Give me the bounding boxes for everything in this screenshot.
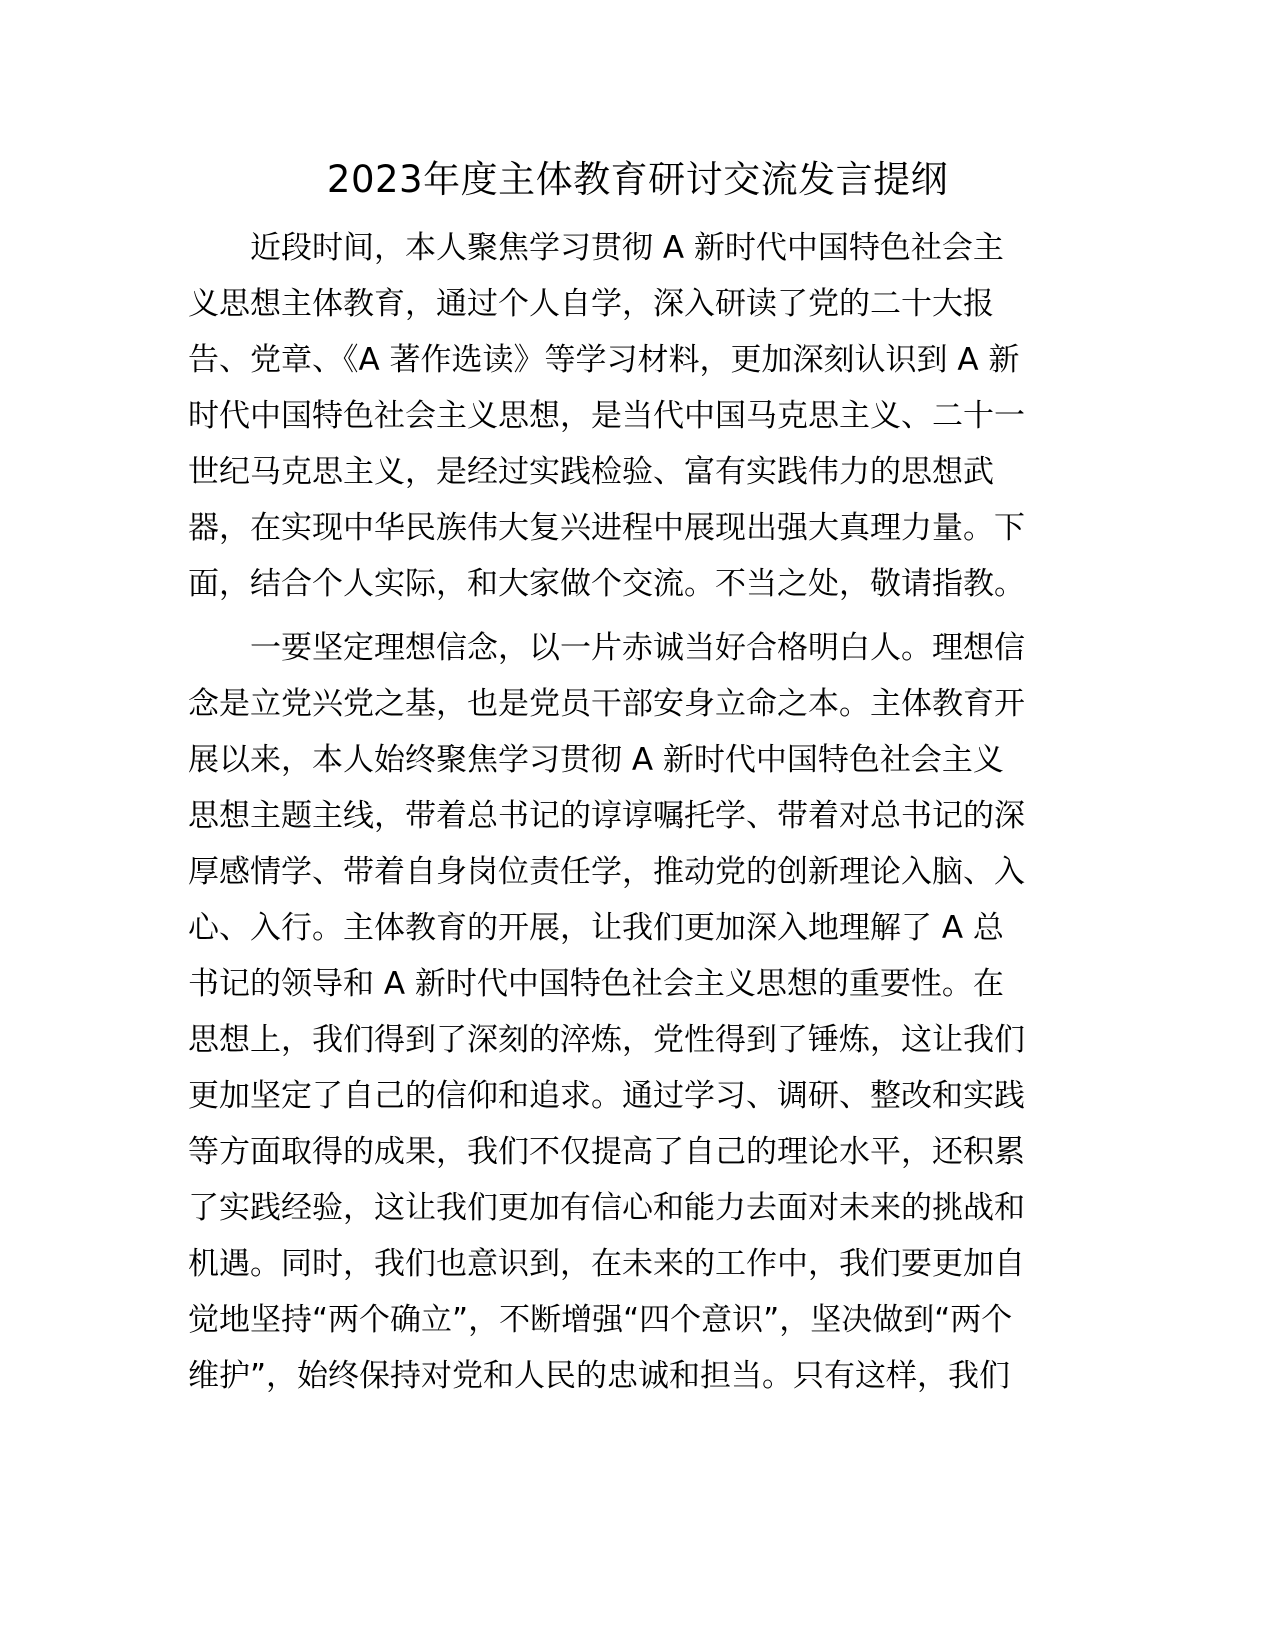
body-line: 器，在实现中华民族伟大复兴进程中展现出强大真理力量。下 bbox=[188, 510, 1025, 546]
body-line: 告、党章、《A 著作选读》等学习材料，更加深刻认识到 A 新 bbox=[188, 342, 1020, 378]
body-line: 书记的领导和 A 新时代中国特色社会主义思想的重要性。在 bbox=[188, 966, 1004, 1002]
body-line: 心、入行。主体教育的开展，让我们更加深入地理解了 A 总 bbox=[188, 910, 1004, 946]
body-line: 觉地坚持“两个确立”，不断增强“四个意识”，坚决做到“两个 bbox=[188, 1302, 1013, 1338]
body-line: 义思想主体教育，通过个人自学，深入研读了党的二十大报 bbox=[188, 286, 994, 322]
body-line: 了实践经验，这让我们更加有信心和能力去面对未来的挑战和 bbox=[188, 1190, 1025, 1226]
body-line: 面，结合个人实际，和大家做个交流。不当之处，敬请指教。 bbox=[188, 566, 1025, 602]
body-line: 等方面取得的成果，我们不仅提高了自己的理论水平，还积累 bbox=[188, 1134, 1025, 1170]
body-line: 思想主题主线，带着总书记的谆谆嘱托学、带着对总书记的深 bbox=[188, 798, 1025, 834]
body-line: 厚感情学、带着自身岗位责任学，推动党的创新理论入脑、入 bbox=[188, 854, 1025, 890]
body-line: 世纪马克思主义，是经过实践检验、富有实践伟力的思想武 bbox=[188, 454, 994, 490]
body-line: 展以来，本人始终聚焦学习贯彻 A 新时代中国特色社会主义 bbox=[188, 742, 1004, 778]
document-title: 2023年度主体教育研讨交流发言提纲 bbox=[326, 158, 949, 201]
body-line: 维护”，始终保持对党和人民的忠诚和担当。只有这样，我们 bbox=[188, 1358, 1011, 1394]
body-line: 念是立党兴党之基，也是党员干部安身立命之本。主体教育开 bbox=[188, 686, 1025, 722]
body-line: 机遇。同时，我们也意识到，在未来的工作中，我们要更加自 bbox=[188, 1246, 1025, 1282]
body-line: 一要坚定理想信念，以一片赤诚当好合格明白人。理想信 bbox=[188, 630, 1025, 666]
document-body bbox=[188, 220, 1088, 1404]
body-line: 时代中国特色社会主义思想，是当代中国马克思主义、二十一 bbox=[188, 398, 1025, 434]
body-line: 近段时间，本人聚焦学习贯彻 A 新时代中国特色社会主 bbox=[188, 230, 1004, 266]
body-line: 思想上，我们得到了深刻的淬炼，党性得到了锤炼，这让我们 bbox=[188, 1022, 1025, 1058]
body-line: 更加坚定了自己的信仰和追求。通过学习、调研、整改和实践 bbox=[188, 1078, 1025, 1114]
